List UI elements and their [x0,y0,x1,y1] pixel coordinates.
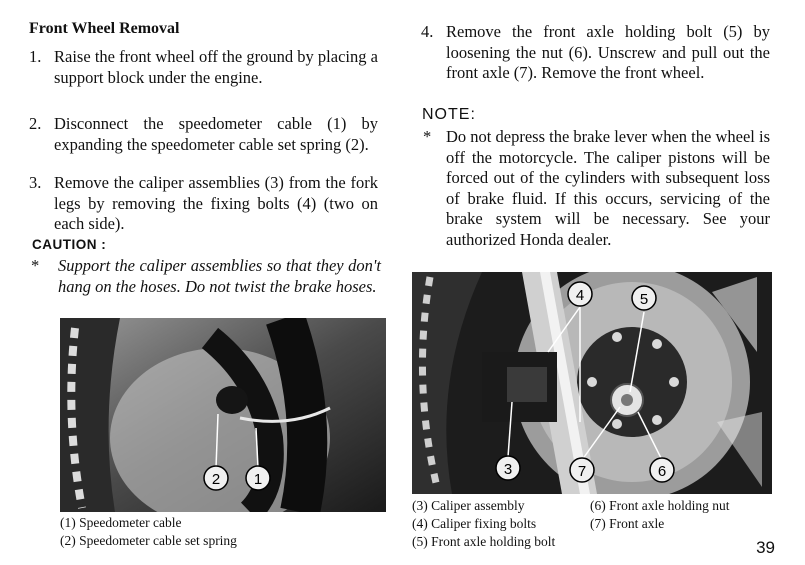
left-photo-captions [60,514,380,550]
caption-item: (1) Speedometer cable [60,515,182,530]
caution-text: Support the caliper assemblies so that they don't hang on the hoses. Do not twist the brake hoses. [58,256,381,296]
step-text: Raise the front wheel off the ground by placing a support block under the engine. [54,47,378,87]
section-heading: Front Wheel Removal [29,20,180,37]
note-bullet: * [423,127,432,146]
caption-item: (5) Front axle holding bolt [412,534,556,549]
step-number: 4. [421,22,434,41]
step-text: Remove the caliper assemblies (3) from the fork legs by removing the fixing bolts (4) (two on each side). [54,173,378,233]
step-4 [421,22,771,104]
callout-number: 5 [639,291,649,308]
photo-front-wheel [412,272,772,494]
step-3 [29,173,379,235]
step-text: Remove the front axle holding bolt (5) by loosening the nut (6). Unscrew and pull out the front axle (7). Remove the front wheel. [446,22,770,82]
callout-3 [496,456,520,480]
note-body [423,127,773,267]
callout-6 [650,458,674,482]
step-number: 3. [29,173,42,192]
callout-1 [246,466,270,490]
callout-number: 7 [577,463,587,480]
caution-note [31,256,381,318]
caption-row [412,515,782,533]
step-2 [29,114,379,176]
note-label: NOTE: [422,106,476,123]
step-number: 2. [29,114,42,133]
step-text: Disconnect the speedometer cable (1) by expanding the speedometer cable set spring (2). [54,114,378,154]
photo-speedometer-cable [60,318,386,512]
callout-4 [568,282,592,306]
caption-row [412,533,782,551]
caption-item: (3) Caliper assembly [412,498,525,513]
caption-item: (2) Speedometer cable set spring [60,533,237,548]
callout-7 [570,458,594,482]
caution-bullet: * [31,256,40,275]
caption-item: (6) Front axle holding nut [590,498,730,513]
page-number: 39 [756,538,775,557]
caption-row [412,497,782,515]
step-1 [29,47,379,109]
note-text: Do not depress the brake lever when the wheel is off the motorcycle. The caliper pistons will be forced out of the cylinders with subsequent loss of brake fluid. If this occurs, servicing of the brake system will be necessary. See your authorized Honda dealer. [446,127,770,249]
caption-item: (4) Caliper fixing bolts [412,516,537,531]
caution-label: CAUTION : [32,237,107,252]
callout-number: 4 [575,287,585,304]
callout-number: 3 [503,461,513,478]
right-photo-captions [412,497,782,551]
callout-2 [204,466,228,490]
caption-item: (7) Front axle [590,516,665,531]
callout-number: 6 [657,463,667,480]
callout-number: 1 [253,471,263,488]
step-number: 1. [29,47,42,66]
callout-5 [632,286,656,310]
callout-number: 2 [211,471,221,488]
